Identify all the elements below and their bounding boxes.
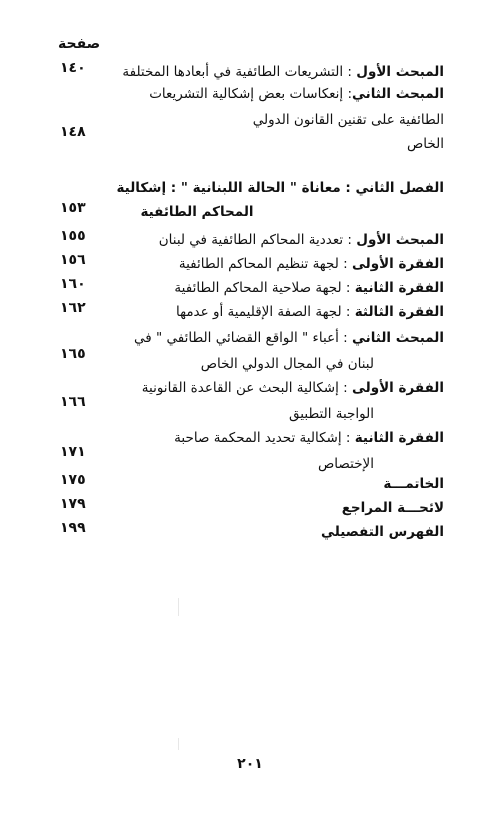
entry-page-number: ١٦٢ — [60, 300, 86, 316]
entry-text: الخاص — [406, 136, 444, 152]
entry-text: : إشكالية تحديد المحكمة صاحبة — [174, 430, 355, 446]
toc-entry — [60, 520, 444, 544]
toc-entry — [60, 60, 444, 84]
toc-entry — [60, 228, 444, 252]
entry-title: المبحث الأول — [356, 232, 444, 248]
entry-page-number: ١٥٣ — [60, 200, 86, 216]
entry-page-number: ١٦٥ — [60, 346, 86, 362]
entry-title: لائحـــة المراجع — [341, 500, 444, 516]
entry-page-number: ١٦٦ — [60, 394, 86, 410]
entry-text: : التشريعات الطائفية في أبعادها المختلفة — [122, 64, 357, 80]
scan-artifact — [178, 598, 179, 616]
toc-chapter — [60, 176, 444, 200]
entry-page-number: ١٧٥ — [60, 472, 86, 488]
entry-text: الإختصاص — [317, 456, 374, 472]
entry-text: : أعباء " الواقع القضائي الطائفي " في — [134, 330, 353, 346]
entry-title: الفهرس التفصيلي — [321, 524, 444, 540]
toc-entry — [60, 326, 444, 350]
toc-entry — [60, 276, 444, 300]
entry-text: : تعددية المحاكم الطائفية في لبنان — [158, 232, 357, 248]
page-column-header: صفحة — [58, 36, 101, 52]
entry-title: الفقرة الأولى — [352, 256, 444, 272]
entry-title: المبحث الثاني — [352, 330, 444, 346]
entry-text: الطائفية على تقنين القانون الدولي — [252, 112, 444, 128]
entry-text: : لجهة تنظيم المحاكم الطائفية — [178, 256, 352, 272]
entry-text: : لجهة صلاحية المحاكم الطائفية — [174, 280, 355, 296]
entry-title: الفقرة الثالثة — [354, 304, 444, 320]
entry-title: المبحث الثاني — [352, 86, 444, 102]
entry-page-number: ١٩٩ — [60, 520, 86, 536]
toc-entry — [60, 82, 444, 106]
chapter-title: المحاكم الطائفية — [140, 204, 254, 220]
entry-text: : إنعكاسات بعض إشكالية التشريعات — [149, 86, 353, 102]
entry-page-number: ١٧٩ — [60, 496, 86, 512]
page-number: ٢٠١ — [237, 756, 263, 772]
entry-title: الفقرة الثانية — [354, 430, 444, 446]
entry-title: المبحث الأول — [356, 64, 444, 80]
toc-entry — [60, 300, 444, 324]
toc-entry-continuation — [110, 108, 444, 132]
toc-entry — [60, 496, 444, 520]
entry-page-number: ١٤٠ — [60, 60, 86, 76]
toc-entry — [60, 376, 444, 400]
entry-title: الفقرة الأولى — [352, 380, 444, 396]
toc-entry — [60, 472, 444, 496]
scan-artifact — [178, 738, 179, 750]
toc-entry — [60, 252, 444, 276]
entry-page-number: ١٥٦ — [60, 252, 86, 268]
entry-text: لبنان في المجال الدولي الخاص — [200, 356, 374, 372]
entry-title: الفقرة الثانية — [354, 280, 444, 296]
toc-entry — [60, 426, 444, 450]
entry-page-number: ١٦٠ — [60, 276, 86, 292]
toc-entry-continuation — [60, 132, 444, 156]
entry-page-number: ١٧١ — [60, 444, 86, 460]
chapter-title: الفصل الثاني : معاناة " الحالة اللبنانية " : إشكالية — [116, 180, 444, 196]
entry-page-number: ١٤٨ — [60, 124, 86, 140]
toc-entry-continuation — [110, 402, 374, 426]
entry-text: الواجبة التطبيق — [289, 406, 374, 422]
toc-chapter-continuation — [60, 200, 444, 224]
entry-text: : لجهة الصفة الإقليمية أو عدمها — [175, 304, 355, 320]
entry-text: : إشكالية البحث عن القاعدة القانونية — [141, 380, 352, 396]
toc-entry-continuation — [110, 352, 374, 376]
entry-title: الخاتمـــة — [383, 476, 444, 492]
entry-page-number: ١٥٥ — [60, 228, 86, 244]
